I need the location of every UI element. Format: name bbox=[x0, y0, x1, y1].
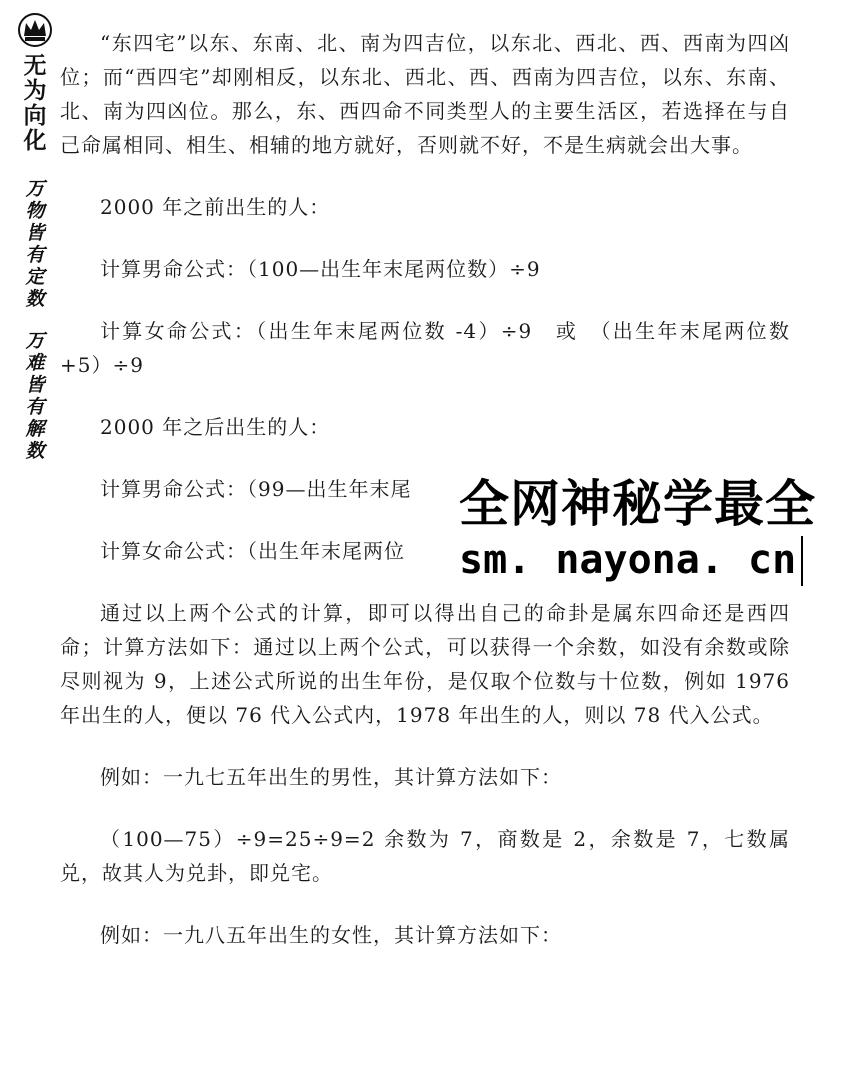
slogan-char: 解 bbox=[25, 418, 45, 440]
crown-logo-icon bbox=[18, 12, 52, 48]
paragraph-after-2000-heading: 2000 年之后出生的人： bbox=[100, 415, 331, 439]
sidebar bbox=[14, 10, 56, 470]
slogan-char: 物 bbox=[25, 200, 45, 222]
slogan-char: 数 bbox=[25, 440, 45, 462]
slogan-char: 难 bbox=[25, 352, 45, 374]
paragraph-female-formula-before-2000: 计算女命公式：（出生年末尾两位数 -4）÷9 或 （出生年末尾两位数 +5）÷9 bbox=[60, 319, 790, 377]
sidebar-slogan-2 bbox=[14, 332, 56, 464]
slogan-char: 数 bbox=[25, 288, 45, 310]
paragraph-before-2000-heading: 2000 年之前出生的人： bbox=[100, 195, 331, 219]
paragraph-example-1985-heading: 例如：一九八五年出生的女性，其计算方法如下： bbox=[100, 923, 562, 947]
text-cursor bbox=[801, 536, 803, 586]
paragraph-house-directions: “东四宅”以东、东南、北、南为四吉位，以东北、西北、西、西南为四凶位；而“西四宅”却刚相反，以东北、西北、西、西南为四吉位，以东、东南、北、南为四凶位。那么，东、西四命不同类型人的主要生活区，若选择在与自己命属相同、相生、相辅的地方就好，否则就不好，不是生病就会出大事。 bbox=[60, 31, 790, 157]
motto-char: 化 bbox=[23, 128, 47, 154]
paragraph-male-formula-before-2000: 计算男命公式：（100—出生年末尾两位数）÷9 bbox=[100, 257, 541, 281]
motto-char: 向 bbox=[23, 103, 47, 129]
slogan-char: 定 bbox=[25, 266, 45, 288]
slogan-char: 有 bbox=[25, 244, 45, 266]
paragraph-example-1975-heading: 例如：一九七五年出生的男性，其计算方法如下： bbox=[100, 765, 562, 789]
paragraph-female-formula-after-2000: 计算女命公式：（出生年末尾两位 bbox=[100, 539, 405, 563]
paragraph-male-formula-after-2000: 计算男命公式：（99—出生年末尾 bbox=[100, 477, 412, 501]
slogan-char: 皆 bbox=[25, 374, 45, 396]
watermark-title: 全网神秘学最全 bbox=[459, 475, 816, 533]
sidebar-motto bbox=[14, 55, 56, 155]
slogan-char: 万 bbox=[25, 178, 45, 200]
slogan-char: 有 bbox=[25, 396, 45, 418]
slogan-char: 万 bbox=[25, 330, 45, 352]
paragraph-calculation-method: 通过以上两个公式的计算，即可以得出自己的命卦是属东四命还是西四命；计算方法如下：通过以上两个公式，可以获得一个余数，如没有余数或除尽则视为 9，上述公式所说的出生年份，是仅取个位数与十位数，例如 1976 年出生的人，便以 76 代入公式内，1978 年出生的人，则以 78 代入公式。 bbox=[60, 601, 790, 727]
slogan-char: 皆 bbox=[25, 222, 45, 244]
motto-char: 为 bbox=[23, 78, 47, 104]
motto-char: 无 bbox=[23, 53, 47, 79]
watermark-url: sm. nayona. cn bbox=[459, 537, 797, 583]
sidebar-slogan-1 bbox=[14, 180, 56, 312]
paragraph-example-1975-calc: （100—75）÷9=25÷9=2 余数为 7，商数是 2，余数是 7，七数属兑，故其人为兑卦，即兑宅。 bbox=[60, 827, 790, 885]
